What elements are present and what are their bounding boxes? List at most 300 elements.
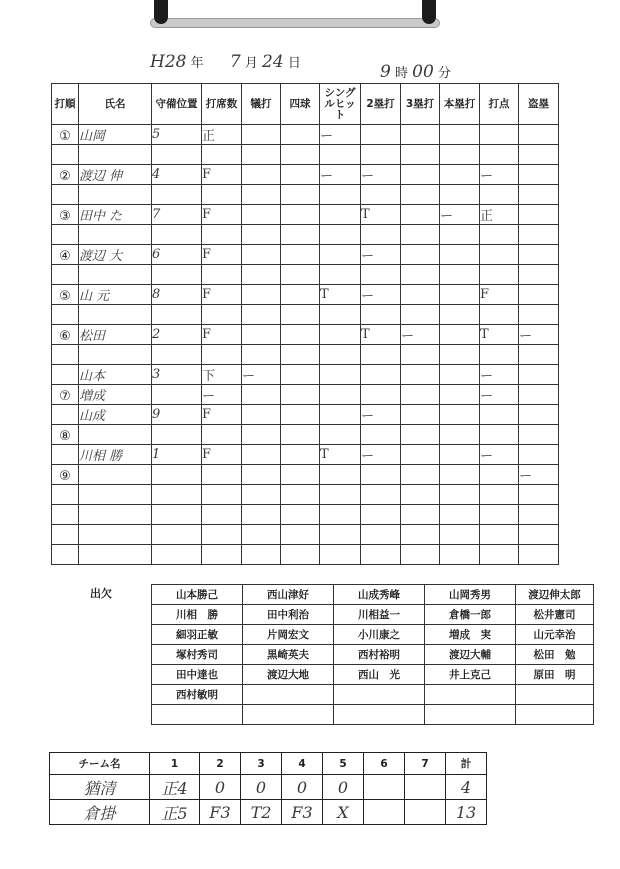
- attendance-name-cell: 川相益一: [334, 605, 425, 625]
- scoresheet-row: [52, 305, 559, 325]
- walks-cell: [281, 425, 320, 445]
- sacrifice-cell: ー: [242, 365, 281, 385]
- team-row: [50, 800, 487, 825]
- scoresheet-row: [52, 285, 559, 305]
- name-cell: [79, 425, 152, 445]
- plate-appearances-cell: F: [202, 405, 242, 425]
- stolen-base-cell: [519, 485, 559, 505]
- header-plate-appearances: 打席数: [202, 84, 242, 125]
- rbi-cell: [480, 345, 519, 365]
- triple-cell: [401, 425, 440, 445]
- scoresheet-row: [52, 145, 559, 165]
- sacrifice-cell: [242, 205, 281, 225]
- order-cell: [52, 525, 79, 545]
- sacrifice-cell: [242, 265, 281, 285]
- walks-cell: [281, 485, 320, 505]
- double-cell: [361, 145, 401, 165]
- name-cell: 田中 た: [79, 205, 152, 225]
- team-row: [50, 775, 487, 800]
- position-cell: 2: [152, 325, 202, 345]
- home-run-cell: [440, 365, 480, 385]
- sacrifice-cell: [242, 485, 281, 505]
- inning-score-cell: [364, 775, 405, 800]
- name-cell: 川相 勝: [79, 445, 152, 465]
- walks-cell: [281, 125, 320, 145]
- attendance-name-cell: 松井憲司: [516, 605, 594, 625]
- single-cell: [320, 305, 361, 325]
- sacrifice-cell: [242, 345, 281, 365]
- stolen-base-cell: ー: [519, 325, 559, 345]
- rbi-cell: [480, 305, 519, 325]
- inning-score-cell: T2: [241, 800, 282, 825]
- walks-cell: [281, 205, 320, 225]
- order-cell: [52, 345, 79, 365]
- rbi-cell: [480, 125, 519, 145]
- hour-value: 9: [380, 62, 391, 82]
- walks-cell: [281, 405, 320, 425]
- triple-cell: [401, 205, 440, 225]
- stolen-base-cell: [519, 305, 559, 325]
- attendance-row: [152, 685, 594, 705]
- order-cell: ⑨: [52, 465, 79, 485]
- inning-score-cell: [364, 800, 405, 825]
- sacrifice-cell: [242, 445, 281, 465]
- scoresheet-row: [52, 405, 559, 425]
- triple-cell: [401, 145, 440, 165]
- name-cell: [79, 485, 152, 505]
- header-inning-2: 2: [200, 753, 241, 775]
- plate-appearances-cell: [202, 425, 242, 445]
- rbi-cell: [480, 505, 519, 525]
- order-cell: [52, 185, 79, 205]
- order-cell: [52, 485, 79, 505]
- single-cell: [320, 345, 361, 365]
- triple-cell: [401, 165, 440, 185]
- double-cell: ー: [361, 405, 401, 425]
- name-cell: [79, 345, 152, 365]
- rbi-cell: ー: [480, 165, 519, 185]
- single-cell: [320, 225, 361, 245]
- single-cell: [320, 205, 361, 225]
- position-cell: [152, 225, 202, 245]
- rbi-cell: 正: [480, 205, 519, 225]
- inning-score-cell: 0: [323, 775, 364, 800]
- order-cell: [52, 145, 79, 165]
- attendance-row: [152, 665, 594, 685]
- header-inning-6: 6: [364, 753, 405, 775]
- stolen-base-cell: [519, 205, 559, 225]
- stolen-base-cell: [519, 165, 559, 185]
- single-cell: T: [320, 285, 361, 305]
- single-cell: [320, 465, 361, 485]
- sacrifice-cell: [242, 325, 281, 345]
- sacrifice-cell: [242, 125, 281, 145]
- position-cell: [152, 385, 202, 405]
- inning-score-cell: 正4: [150, 775, 200, 800]
- home-run-cell: [440, 185, 480, 205]
- attendance-name-cell: [425, 685, 516, 705]
- scoresheet-row: [52, 245, 559, 265]
- scoresheet-row: [52, 525, 559, 545]
- scoresheet-row: [52, 205, 559, 225]
- triple-cell: [401, 385, 440, 405]
- scoresheet-row: [52, 365, 559, 385]
- attendance-name-cell: [516, 685, 594, 705]
- batting-scoresheet: [51, 83, 559, 565]
- walks-cell: [281, 165, 320, 185]
- plate-appearances-cell: [202, 485, 242, 505]
- name-cell: [79, 225, 152, 245]
- plate-appearances-cell: ー: [202, 385, 242, 405]
- attendance-name-cell: 西村敏明: [152, 685, 243, 705]
- scoresheet-row: [52, 325, 559, 345]
- double-cell: [361, 385, 401, 405]
- sacrifice-cell: [242, 225, 281, 245]
- rbi-cell: [480, 525, 519, 545]
- header-name: 氏名: [79, 84, 152, 125]
- rbi-cell: [480, 145, 519, 165]
- inning-score-cell: 0: [241, 775, 282, 800]
- order-cell: ④: [52, 245, 79, 265]
- scoresheet-row: [52, 465, 559, 485]
- order-cell: ⑦: [52, 385, 79, 405]
- single-cell: [320, 545, 361, 565]
- plate-appearances-cell: F: [202, 325, 242, 345]
- single-cell: [320, 405, 361, 425]
- stolen-base-cell: [519, 425, 559, 445]
- scoresheet-row: [52, 445, 559, 465]
- home-run-cell: [440, 165, 480, 185]
- clipboard-clip: [150, 0, 440, 34]
- attendance-row: [152, 625, 594, 645]
- single-cell: [320, 525, 361, 545]
- plate-appearances-cell: F: [202, 285, 242, 305]
- position-cell: 9: [152, 405, 202, 425]
- order-cell: ②: [52, 165, 79, 185]
- double-cell: [361, 345, 401, 365]
- double-cell: ー: [361, 245, 401, 265]
- triple-cell: [401, 485, 440, 505]
- position-cell: [152, 265, 202, 285]
- plate-appearances-cell: 下: [202, 365, 242, 385]
- order-cell: ⑥: [52, 325, 79, 345]
- header-inning-7: 7: [405, 753, 446, 775]
- double-cell: [361, 265, 401, 285]
- inning-score-cell: 0: [282, 775, 323, 800]
- rbi-cell: [480, 465, 519, 485]
- team-header-row: [50, 753, 487, 775]
- order-cell: [52, 225, 79, 245]
- attendance-name-cell: 山本勝己: [152, 585, 243, 605]
- double-cell: [361, 305, 401, 325]
- attendance-name-cell: 川相 勝: [152, 605, 243, 625]
- position-cell: [152, 305, 202, 325]
- home-run-cell: [440, 125, 480, 145]
- stolen-base-cell: [519, 505, 559, 525]
- triple-cell: [401, 125, 440, 145]
- single-cell: [320, 265, 361, 285]
- scoresheet-row: [52, 545, 559, 565]
- triple-cell: [401, 445, 440, 465]
- name-cell: [79, 185, 152, 205]
- day-label: 日: [287, 56, 301, 71]
- order-cell: [52, 405, 79, 425]
- order-cell: [52, 545, 79, 565]
- position-cell: [152, 485, 202, 505]
- position-cell: 8: [152, 285, 202, 305]
- plate-appearances-cell: F: [202, 205, 242, 225]
- attendance-name-cell: 細羽正敏: [152, 625, 243, 645]
- triple-cell: [401, 525, 440, 545]
- double-cell: [361, 225, 401, 245]
- position-cell: 6: [152, 245, 202, 265]
- header-inning-3: 3: [241, 753, 282, 775]
- name-cell: 山岡: [79, 125, 152, 145]
- name-cell: 渡辺 大: [79, 245, 152, 265]
- stolen-base-cell: [519, 545, 559, 565]
- team-name-cell: 猶清: [50, 775, 150, 800]
- day-value: 24: [262, 52, 284, 72]
- month-label: 月: [244, 56, 258, 71]
- triple-cell: [401, 345, 440, 365]
- double-cell: T: [361, 325, 401, 345]
- inning-score-cell: 0: [200, 775, 241, 800]
- attendance-row: [152, 605, 594, 625]
- walks-cell: [281, 325, 320, 345]
- rbi-cell: [480, 245, 519, 265]
- position-cell: [152, 505, 202, 525]
- name-cell: [79, 465, 152, 485]
- sacrifice-cell: [242, 425, 281, 445]
- home-run-cell: [440, 385, 480, 405]
- plate-appearances-cell: F: [202, 445, 242, 465]
- attendance-row: [152, 585, 594, 605]
- stolen-base-cell: [519, 185, 559, 205]
- rbi-cell: [480, 485, 519, 505]
- attendance-name-cell: 塚村秀司: [152, 645, 243, 665]
- name-cell: [79, 265, 152, 285]
- stolen-base-cell: [519, 405, 559, 425]
- triple-cell: [401, 465, 440, 485]
- triple-cell: ー: [401, 325, 440, 345]
- name-cell: [79, 305, 152, 325]
- single-cell: [320, 245, 361, 265]
- scoresheet-header-row: [52, 84, 559, 125]
- scoresheet-row: [52, 345, 559, 365]
- name-cell: [79, 145, 152, 165]
- walks-cell: [281, 445, 320, 465]
- scoresheet-row: [52, 385, 559, 405]
- attendance-name-cell: [425, 705, 516, 725]
- scoresheet-row: [52, 185, 559, 205]
- walks-cell: [281, 305, 320, 325]
- stolen-base-cell: [519, 445, 559, 465]
- walks-cell: [281, 385, 320, 405]
- single-cell: [320, 185, 361, 205]
- attendance-name-cell: 渡辺大地: [243, 665, 334, 685]
- home-run-cell: [440, 325, 480, 345]
- scoresheet-row: [52, 425, 559, 445]
- time-line: [380, 62, 451, 82]
- plate-appearances-cell: [202, 145, 242, 165]
- walks-cell: [281, 525, 320, 545]
- walks-cell: [281, 265, 320, 285]
- triple-cell: [401, 245, 440, 265]
- team-score-table: [49, 752, 487, 825]
- sacrifice-cell: [242, 245, 281, 265]
- position-cell: 5: [152, 125, 202, 145]
- rbi-cell: F: [480, 285, 519, 305]
- header-batting-order: 打順: [52, 84, 79, 125]
- attendance-label: 出欠: [90, 587, 112, 600]
- attendance-table: [151, 584, 594, 725]
- double-cell: T: [361, 205, 401, 225]
- single-cell: [320, 385, 361, 405]
- walks-cell: [281, 185, 320, 205]
- stolen-base-cell: [519, 285, 559, 305]
- sacrifice-cell: [242, 305, 281, 325]
- header-single: シングルヒット: [320, 84, 361, 125]
- walks-cell: [281, 225, 320, 245]
- walks-cell: [281, 465, 320, 485]
- header-home-run: 本塁打: [440, 84, 480, 125]
- header-team-name: チーム名: [50, 753, 150, 775]
- plate-appearances-cell: [202, 185, 242, 205]
- position-cell: 3: [152, 365, 202, 385]
- year-value: H28: [150, 52, 187, 72]
- scoresheet-row: [52, 225, 559, 245]
- clip-arm-right: [422, 0, 436, 24]
- triple-cell: [401, 505, 440, 525]
- attendance-name-cell: 黒崎英夫: [243, 645, 334, 665]
- walks-cell: [281, 545, 320, 565]
- scoresheet-row: [52, 265, 559, 285]
- attendance-name-cell: 井上克己: [425, 665, 516, 685]
- plate-appearances-cell: [202, 265, 242, 285]
- sacrifice-cell: [242, 545, 281, 565]
- rbi-cell: [480, 425, 519, 445]
- rbi-cell: [480, 185, 519, 205]
- home-run-cell: ー: [440, 205, 480, 225]
- double-cell: ー: [361, 165, 401, 185]
- home-run-cell: [440, 245, 480, 265]
- attendance-row: [152, 645, 594, 665]
- single-cell: T: [320, 445, 361, 465]
- position-cell: [152, 145, 202, 165]
- home-run-cell: [440, 425, 480, 445]
- position-cell: 1: [152, 445, 202, 465]
- walks-cell: [281, 145, 320, 165]
- triple-cell: [401, 365, 440, 385]
- header-inning-5: 5: [323, 753, 364, 775]
- plate-appearances-cell: [202, 545, 242, 565]
- plate-appearances-cell: [202, 505, 242, 525]
- position-cell: [152, 185, 202, 205]
- hour-label: 時: [394, 66, 408, 81]
- order-cell: [52, 445, 79, 465]
- attendance-name-cell: 小川康之: [334, 625, 425, 645]
- name-cell: [79, 545, 152, 565]
- single-cell: [320, 505, 361, 525]
- triple-cell: [401, 225, 440, 245]
- rbi-cell: ー: [480, 445, 519, 465]
- sacrifice-cell: [242, 525, 281, 545]
- stolen-base-cell: [519, 525, 559, 545]
- home-run-cell: [440, 285, 480, 305]
- team-total-cell: 13: [446, 800, 487, 825]
- sacrifice-cell: [242, 145, 281, 165]
- triple-cell: [401, 405, 440, 425]
- rbi-cell: ー: [480, 365, 519, 385]
- attendance-name-cell: 田中利治: [243, 605, 334, 625]
- rbi-cell: ー: [480, 385, 519, 405]
- home-run-cell: [440, 445, 480, 465]
- double-cell: ー: [361, 445, 401, 465]
- stolen-base-cell: [519, 125, 559, 145]
- attendance-name-cell: 山成秀峰: [334, 585, 425, 605]
- header-inning-1: 1: [150, 753, 200, 775]
- attendance-name-cell: 西山津好: [243, 585, 334, 605]
- name-cell: 渡辺 伸: [79, 165, 152, 185]
- scoresheet-row: [52, 485, 559, 505]
- plate-appearances-cell: F: [202, 165, 242, 185]
- rbi-cell: [480, 265, 519, 285]
- position-cell: 7: [152, 205, 202, 225]
- inning-score-cell: F3: [200, 800, 241, 825]
- inning-score-cell: [405, 775, 446, 800]
- attendance-name-cell: 倉橋一郎: [425, 605, 516, 625]
- minute-value: 00: [412, 62, 434, 82]
- rbi-cell: [480, 405, 519, 425]
- header-stolen-base: 盗塁: [519, 84, 559, 125]
- stolen-base-cell: [519, 245, 559, 265]
- header-triple: 3塁打: [401, 84, 440, 125]
- scoresheet-row: [52, 505, 559, 525]
- single-cell: ー: [320, 125, 361, 145]
- position-cell: [152, 545, 202, 565]
- stolen-base-cell: [519, 265, 559, 285]
- home-run-cell: [440, 145, 480, 165]
- walks-cell: [281, 505, 320, 525]
- order-cell: ③: [52, 205, 79, 225]
- home-run-cell: [440, 305, 480, 325]
- double-cell: [361, 465, 401, 485]
- attendance-name-cell: [334, 705, 425, 725]
- position-cell: [152, 425, 202, 445]
- attendance-name-cell: 片岡宏文: [243, 625, 334, 645]
- walks-cell: [281, 285, 320, 305]
- double-cell: [361, 525, 401, 545]
- sacrifice-cell: [242, 185, 281, 205]
- single-cell: [320, 325, 361, 345]
- stolen-base-cell: [519, 385, 559, 405]
- order-cell: [52, 265, 79, 285]
- attendance-name-cell: [334, 685, 425, 705]
- name-cell: 松田: [79, 325, 152, 345]
- minute-label: 分: [437, 66, 451, 81]
- plate-appearances-cell: [202, 345, 242, 365]
- home-run-cell: [440, 505, 480, 525]
- name-cell: [79, 525, 152, 545]
- attendance-name-cell: 山岡秀男: [425, 585, 516, 605]
- attendance-name-cell: 増成 実: [425, 625, 516, 645]
- name-cell: 山成: [79, 405, 152, 425]
- inning-score-cell: 正5: [150, 800, 200, 825]
- triple-cell: [401, 185, 440, 205]
- single-cell: ー: [320, 165, 361, 185]
- sacrifice-cell: [242, 405, 281, 425]
- header-sacrifice: 犠打: [242, 84, 281, 125]
